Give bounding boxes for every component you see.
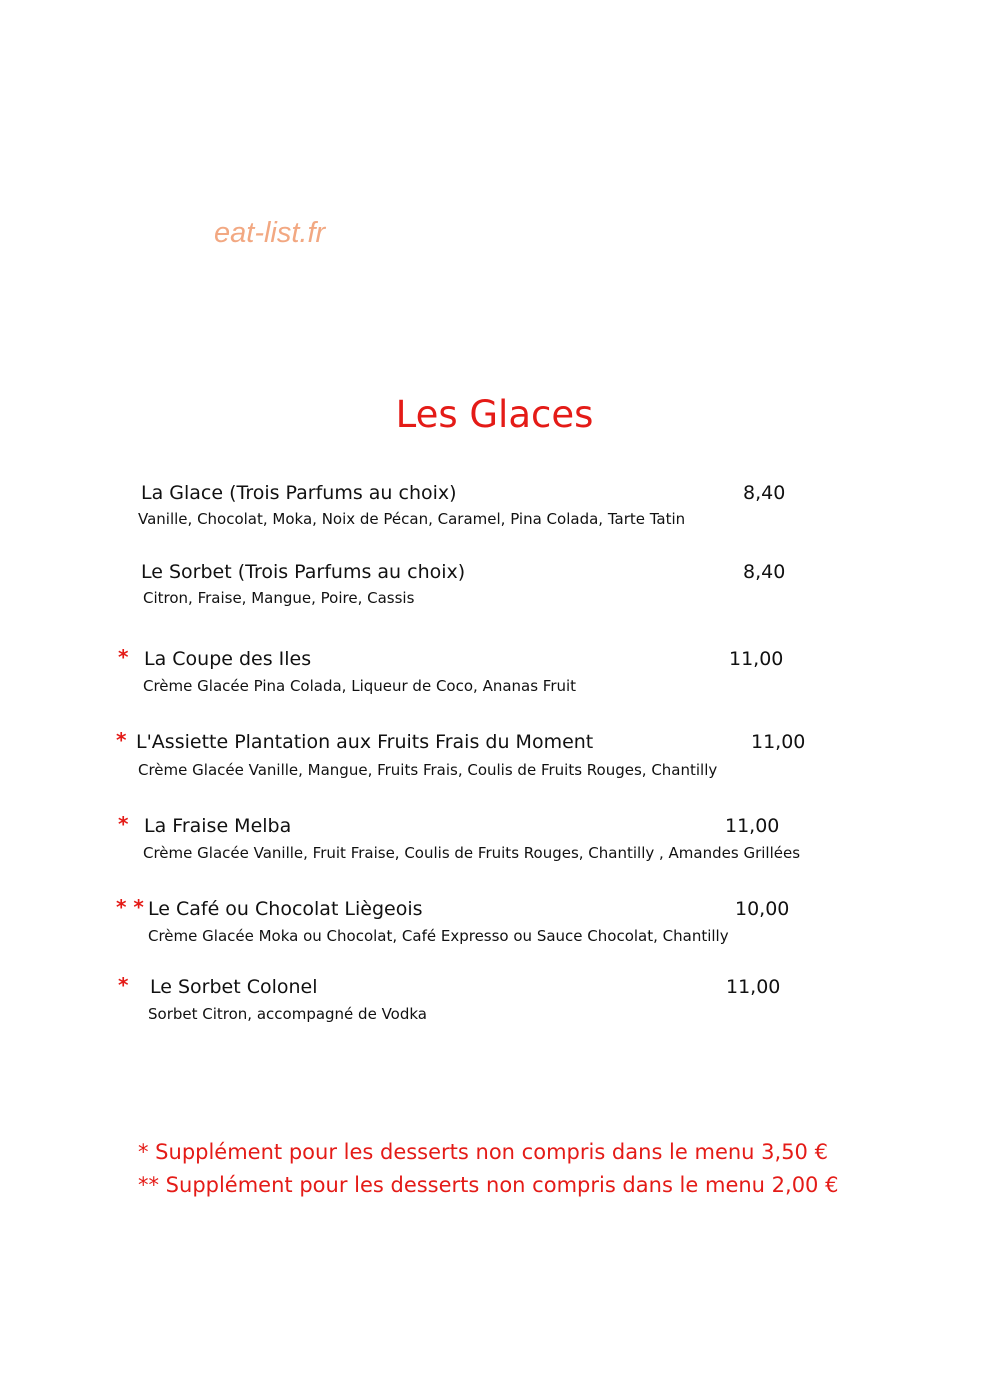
item-description: Sorbet Citron, accompagné de Vodka	[148, 1005, 427, 1023]
item-asterisk: *	[118, 812, 129, 836]
item-asterisk: *	[118, 973, 129, 997]
item-price: 8,40	[743, 482, 786, 504]
item-description: Citron, Fraise, Mangue, Poire, Cassis	[143, 589, 415, 607]
footnote-double-star: ** Supplément pour les desserts non compris dans le menu 2,00 €	[138, 1173, 839, 1197]
watermark: eat-list.fr	[214, 217, 326, 249]
item-description: Crème Glacée Vanille, Mangue, Fruits Frais, Coulis de Fruits Rouges, Chantilly	[138, 761, 718, 779]
item-name: Le Café ou Chocolat Liègeois	[148, 898, 423, 920]
item-price: 8,40	[743, 561, 786, 583]
item-price: 11,00	[726, 976, 781, 998]
page-title: Les Glaces	[395, 393, 594, 436]
item-description: Crème Glacée Vanille, Fruit Fraise, Coulis de Fruits Rouges, Chantilly , Amandes Grillées	[143, 844, 801, 862]
item-name: L'Assiette Plantation aux Fruits Frais du Moment	[136, 731, 594, 753]
item-name: La Glace (Trois Parfums au choix)	[141, 482, 457, 504]
item-price: 11,00	[729, 648, 784, 670]
item-name: La Coupe des Iles	[144, 648, 312, 670]
item-name: La Fraise Melba	[144, 815, 292, 837]
item-name: Le Sorbet (Trois Parfums au choix)	[141, 561, 466, 583]
footnote-single-star: * Supplément pour les desserts non compris dans le menu 3,50 €	[138, 1140, 828, 1164]
item-price: 11,00	[751, 731, 806, 753]
item-description: Crème Glacée Moka ou Chocolat, Café Expresso ou Sauce Chocolat, Chantilly	[148, 927, 729, 945]
item-asterisk: *	[116, 728, 127, 752]
item-asterisk: *	[118, 645, 129, 669]
item-price: 10,00	[735, 898, 790, 920]
item-price: 11,00	[725, 815, 780, 837]
item-description: Vanille, Chocolat, Moka, Noix de Pécan, Caramel, Pina Colada, Tarte Tatin	[138, 510, 686, 528]
item-name: Le Sorbet Colonel	[150, 976, 318, 998]
item-asterisk: * *	[116, 895, 144, 919]
item-description: Crème Glacée Pina Colada, Liqueur de Coco, Ananas Fruit	[143, 677, 577, 695]
